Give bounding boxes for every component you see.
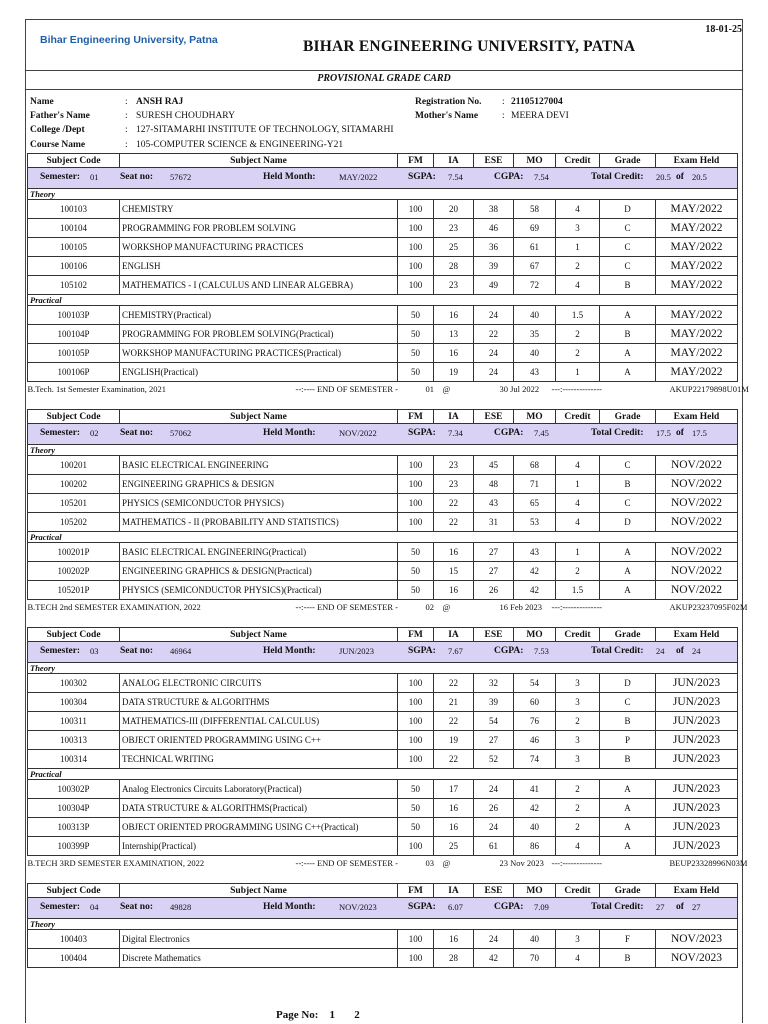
column-header: Grade — [600, 628, 656, 642]
theory-section-label: Theory — [28, 919, 738, 930]
subject-row: 100202P ENGINEERING GRAPHICS & DESIGN(Practical) 50 15 27 42 2 A NOV/2022 — [28, 562, 738, 581]
column-header: ESE — [474, 154, 514, 168]
student-name: ANSH RAJ — [136, 97, 184, 107]
footer-sem: 01 — [425, 384, 434, 394]
footer-dash: ---:-------------- — [551, 384, 602, 394]
sgpa-value: 6.07 — [448, 902, 463, 912]
column-header: Subject Code — [28, 884, 120, 898]
cgpa-value: 7.09 — [534, 902, 549, 912]
column-header: Subject Name — [120, 628, 398, 642]
subject-row: 100201 BASIC ELECTRICAL ENGINEERING 100 23 45 68 4 C NOV/2022 — [28, 456, 738, 475]
semester-number: 03 — [90, 646, 99, 656]
course-name: 105-COMPUTER SCIENCE & ENGINEERING-Y21 — [136, 140, 344, 150]
theory-section-label: Theory — [28, 663, 738, 674]
subject-row: 100106P ENGLISH(Practical) 50 19 24 43 1 A MAY/2022 — [28, 363, 738, 382]
semester-table-04 — [27, 883, 738, 968]
credit-earned: 27 — [656, 902, 665, 912]
column-header-row — [28, 154, 738, 168]
footer-date: 23 Nov 2023 — [499, 858, 544, 868]
subject-row: 100104 PROGRAMMING FOR PROBLEM SOLVING 100 23 46 69 3 C MAY/2022 — [28, 219, 738, 238]
semester-summary: Semester: 02 Seat no: 57062 Held Month: NOV/2022 SGPA: 7.34 CGPA: 7.45 Total Credit: 17.5 of 17.5 — [28, 424, 738, 445]
column-header: Exam Held — [656, 628, 738, 642]
footer-end: --:---- END OF SEMESTER - — [295, 602, 398, 612]
mother-label: Mother's Name — [415, 111, 479, 121]
footer-exam: B.Tech. 1st Semester Examination, 2021 — [27, 384, 166, 394]
subject-row: 100105 WORKSHOP MANUFACTURING PRACTICES 100 25 36 61 1 C MAY/2022 — [28, 238, 738, 257]
footer-sem: 03 — [425, 858, 434, 868]
column-header: ESE — [474, 410, 514, 424]
semester-summary: Semester: 03 Seat no: 46964 Held Month: JUN/2023 SGPA: 7.67 CGPA: 7.53 Total Credit: 24 of 24 — [28, 642, 738, 663]
column-header: Credit — [556, 628, 600, 642]
held-month: JUN/2023 — [339, 646, 374, 656]
footer-exam: B.TECH 2nd SEMESTER EXAMINATION, 2022 — [27, 602, 201, 612]
footer-dash: ---:-------------- — [551, 602, 602, 612]
subject-row: 100304 DATA STRUCTURE & ALGORITHMS 100 21 39 60 3 C JUN/2023 — [28, 693, 738, 712]
page-number: Page No: 1 2 — [276, 1009, 360, 1021]
subject-row: 105202 MATHEMATICS - II (PROBABILITY AND STATISTICS) 100 22 31 53 4 D NOV/2022 — [28, 513, 738, 532]
semester-number: 02 — [90, 428, 99, 438]
university-name: BIHAR ENGINEERING UNIVERSITY, PATNA — [303, 38, 636, 55]
mother-name: MEERA DEVI — [511, 111, 569, 121]
semester-footer — [28, 600, 738, 615]
name-label: Name — [30, 97, 54, 107]
seat-number: 49828 — [170, 902, 192, 912]
footer-date: 30 Jul 2022 — [499, 384, 540, 394]
column-header: Subject Name — [120, 884, 398, 898]
subject-row: 100302P Analog Electronics Circuits Laboratory(Practical) 50 17 24 41 2 A JUN/2023 — [28, 780, 738, 799]
semester-table-03 — [27, 627, 748, 870]
theory-section-label: Theory — [28, 445, 738, 456]
practical-section-label: Practical — [28, 295, 738, 306]
subject-row: 100104P PROGRAMMING FOR PROBLEM SOLVING(Practical) 50 13 22 35 2 B MAY/2022 — [28, 325, 738, 344]
seat-number: 46964 — [170, 646, 192, 656]
footer-at: @ — [442, 384, 451, 394]
semester-summary: Semester: 04 Seat no: 49828 Held Month: NOV/2023 SGPA: 6.07 CGPA: 7.09 Total Credit: 27 of 27 — [28, 898, 738, 919]
father-label: Father's Name — [30, 111, 90, 121]
student-info: Name : ANSH RAJ Father's Name : SURESH CHOUDHARY College /Dept : 127-SITAMARHI INSTITUTE OF TECHNOLOGY, SITAMARHI Course Name : 105-COMPUTER SCIENCE & ENGINEERING-Y21 Registration No. : 21105127004 Mother's Name : MEERA DEVI — [30, 97, 569, 150]
divider — [25, 89, 743, 90]
total-pages: 2 — [354, 1009, 360, 1021]
semester-number: 04 — [90, 902, 99, 912]
cgpa-value: 7.45 — [534, 428, 549, 438]
credit-total: 24 — [692, 646, 701, 656]
column-header: FM — [398, 628, 434, 642]
father-name: SURESH CHOUDHARY — [136, 111, 235, 121]
university-logo-text: Bihar Engineering University, Patna — [40, 34, 218, 46]
theory-section-label: Theory — [28, 189, 738, 200]
credit-total: 20.5 — [692, 172, 707, 182]
column-header: Credit — [556, 410, 600, 424]
subject-row: 100313 OBJECT ORIENTED PROGRAMMING USING C++ 100 19 27 46 3 P JUN/2023 — [28, 731, 738, 750]
subject-row: 105102 MATHEMATICS - I (CALCULUS AND LINEAR ALGEBRA) 100 23 49 72 4 B MAY/2022 — [28, 276, 738, 295]
column-header: Subject Name — [120, 154, 398, 168]
column-header: MO — [514, 410, 556, 424]
column-header: MO — [514, 628, 556, 642]
column-header: FM — [398, 884, 434, 898]
subject-row: 105201P PHYSICS (SEMICONDUCTOR PHYSICS)(Practical) 50 16 26 42 1.5 A NOV/2022 — [28, 581, 738, 600]
subject-row: 100201P BASIC ELECTRICAL ENGINEERING(Practical) 50 16 27 43 1 A NOV/2022 — [28, 543, 738, 562]
held-month: MAY/2022 — [339, 172, 378, 182]
column-header: Subject Code — [28, 410, 120, 424]
subject-row: 100403 Digital Electronics 100 16 24 40 3 F NOV/2023 — [28, 930, 738, 949]
subject-row: 100302 ANALOG ELECTRONIC CIRCUITS 100 22 32 54 3 D JUN/2023 — [28, 674, 738, 693]
column-header: Credit — [556, 154, 600, 168]
column-header: FM — [398, 154, 434, 168]
footer-code: AKUP22179898U01M — [669, 384, 749, 394]
subject-row: 100202 ENGINEERING GRAPHICS & DESIGN 100 23 48 71 1 B NOV/2022 — [28, 475, 738, 494]
column-header: Exam Held — [656, 154, 738, 168]
subject-row: 100313P OBJECT ORIENTED PROGRAMMING USING C++(Practical) 50 16 24 40 2 A JUN/2023 — [28, 818, 738, 837]
column-header: Grade — [600, 154, 656, 168]
seat-number: 57672 — [170, 172, 192, 182]
subject-row: 100314 TECHNICAL WRITING 100 22 52 74 3 B JUN/2023 — [28, 750, 738, 769]
column-header-row — [28, 410, 738, 424]
subject-row: 100103 CHEMISTRY 100 20 38 58 4 D MAY/2022 — [28, 200, 738, 219]
subject-row: 100399P Internship(Practical) 100 25 61 86 4 A JUN/2023 — [28, 837, 738, 856]
footer-dash: ---:-------------- — [551, 858, 602, 868]
footer-end: --:---- END OF SEMESTER - — [295, 858, 398, 868]
footer-code: AKUP23237095F02M — [669, 602, 748, 612]
print-date: 18-01-25 — [705, 24, 742, 35]
column-header-row — [28, 628, 738, 642]
credit-total: 27 — [692, 902, 701, 912]
cgpa-value: 7.53 — [534, 646, 549, 656]
college-name: 127-SITAMARHI INSTITUTE OF TECHNOLOGY, SITAMARHI — [136, 125, 394, 135]
footer-date: 16 Feb 2023 — [499, 602, 542, 612]
semester-number: 01 — [90, 172, 99, 182]
column-header: ESE — [474, 628, 514, 642]
sgpa-value: 7.54 — [448, 172, 463, 182]
column-header: IA — [434, 154, 474, 168]
credit-earned: 24 — [656, 646, 665, 656]
column-header: IA — [434, 410, 474, 424]
column-header: FM — [398, 410, 434, 424]
subject-row: 100311 MATHEMATICS-III (DIFFERENTIAL CALCULUS) 100 22 54 76 2 B JUN/2023 — [28, 712, 738, 731]
column-header: Subject Code — [28, 154, 120, 168]
held-month: NOV/2023 — [339, 902, 377, 912]
footer-sem: 02 — [425, 602, 434, 612]
registration-label: Registration No. — [415, 97, 482, 107]
subject-row: 100404 Discrete Mathematics 100 28 42 70 4 B NOV/2023 — [28, 949, 738, 968]
subject-row: 100304P DATA STRUCTURE & ALGORITHMS(Practical) 50 16 26 42 2 A JUN/2023 — [28, 799, 738, 818]
sgpa-value: 7.34 — [448, 428, 463, 438]
semester-summary: Semester: 01 Seat no: 57672 Held Month: MAY/2022 SGPA: 7.54 CGPA: 7.54 Total Credit: 20.5 of 20.5 — [28, 168, 738, 189]
column-header: MO — [514, 884, 556, 898]
column-header: IA — [434, 884, 474, 898]
column-header: Grade — [600, 884, 656, 898]
held-month: NOV/2022 — [339, 428, 377, 438]
registration-number: 21105127004 — [511, 97, 563, 107]
column-header: IA — [434, 628, 474, 642]
column-header: Exam Held — [656, 884, 738, 898]
card-title: PROVISIONAL GRADE CARD — [317, 73, 451, 84]
practical-section-label: Practical — [28, 769, 738, 780]
subject-row: 100106 ENGLISH 100 28 39 67 2 C MAY/2022 — [28, 257, 738, 276]
column-header: Grade — [600, 410, 656, 424]
semester-footer — [28, 382, 738, 397]
credit-earned: 17.5 — [656, 428, 671, 438]
footer-at: @ — [442, 858, 451, 868]
semester-table-01 — [27, 153, 749, 396]
semester-footer — [28, 856, 738, 871]
college-label: College /Dept — [30, 125, 85, 135]
practical-section-label: Practical — [28, 532, 738, 543]
semester-table-02 — [27, 409, 748, 614]
divider — [25, 70, 743, 71]
credit-total: 17.5 — [692, 428, 707, 438]
footer-exam: B.TECH 3RD SEMESTER EXAMINATION, 2022 — [27, 858, 205, 868]
subject-row: 100103P CHEMISTRY(Practical) 50 16 24 40 1.5 A MAY/2022 — [28, 306, 738, 325]
column-header: ESE — [474, 884, 514, 898]
column-header: Credit — [556, 884, 600, 898]
footer-end: --:---- END OF SEMESTER - — [295, 384, 398, 394]
footer-code: BEUP23328996N03M — [669, 858, 748, 868]
subject-row: 100105P WORKSHOP MANUFACTURING PRACTICES(Practical) 50 16 24 40 2 A MAY/2022 — [28, 344, 738, 363]
sgpa-value: 7.67 — [448, 646, 463, 656]
cgpa-value: 7.54 — [534, 172, 549, 182]
seat-number: 57062 — [170, 428, 192, 438]
subject-row: 105201 PHYSICS (SEMICONDUCTOR PHYSICS) 100 22 43 65 4 C NOV/2022 — [28, 494, 738, 513]
column-header-row — [28, 884, 738, 898]
column-header: Subject Code — [28, 628, 120, 642]
column-header: MO — [514, 154, 556, 168]
column-header: Subject Name — [120, 410, 398, 424]
current-page: 1 — [329, 1009, 335, 1021]
footer-at: @ — [442, 602, 451, 612]
course-label: Course Name — [30, 140, 86, 150]
credit-earned: 20.5 — [656, 172, 671, 182]
column-header: Exam Held — [656, 410, 738, 424]
